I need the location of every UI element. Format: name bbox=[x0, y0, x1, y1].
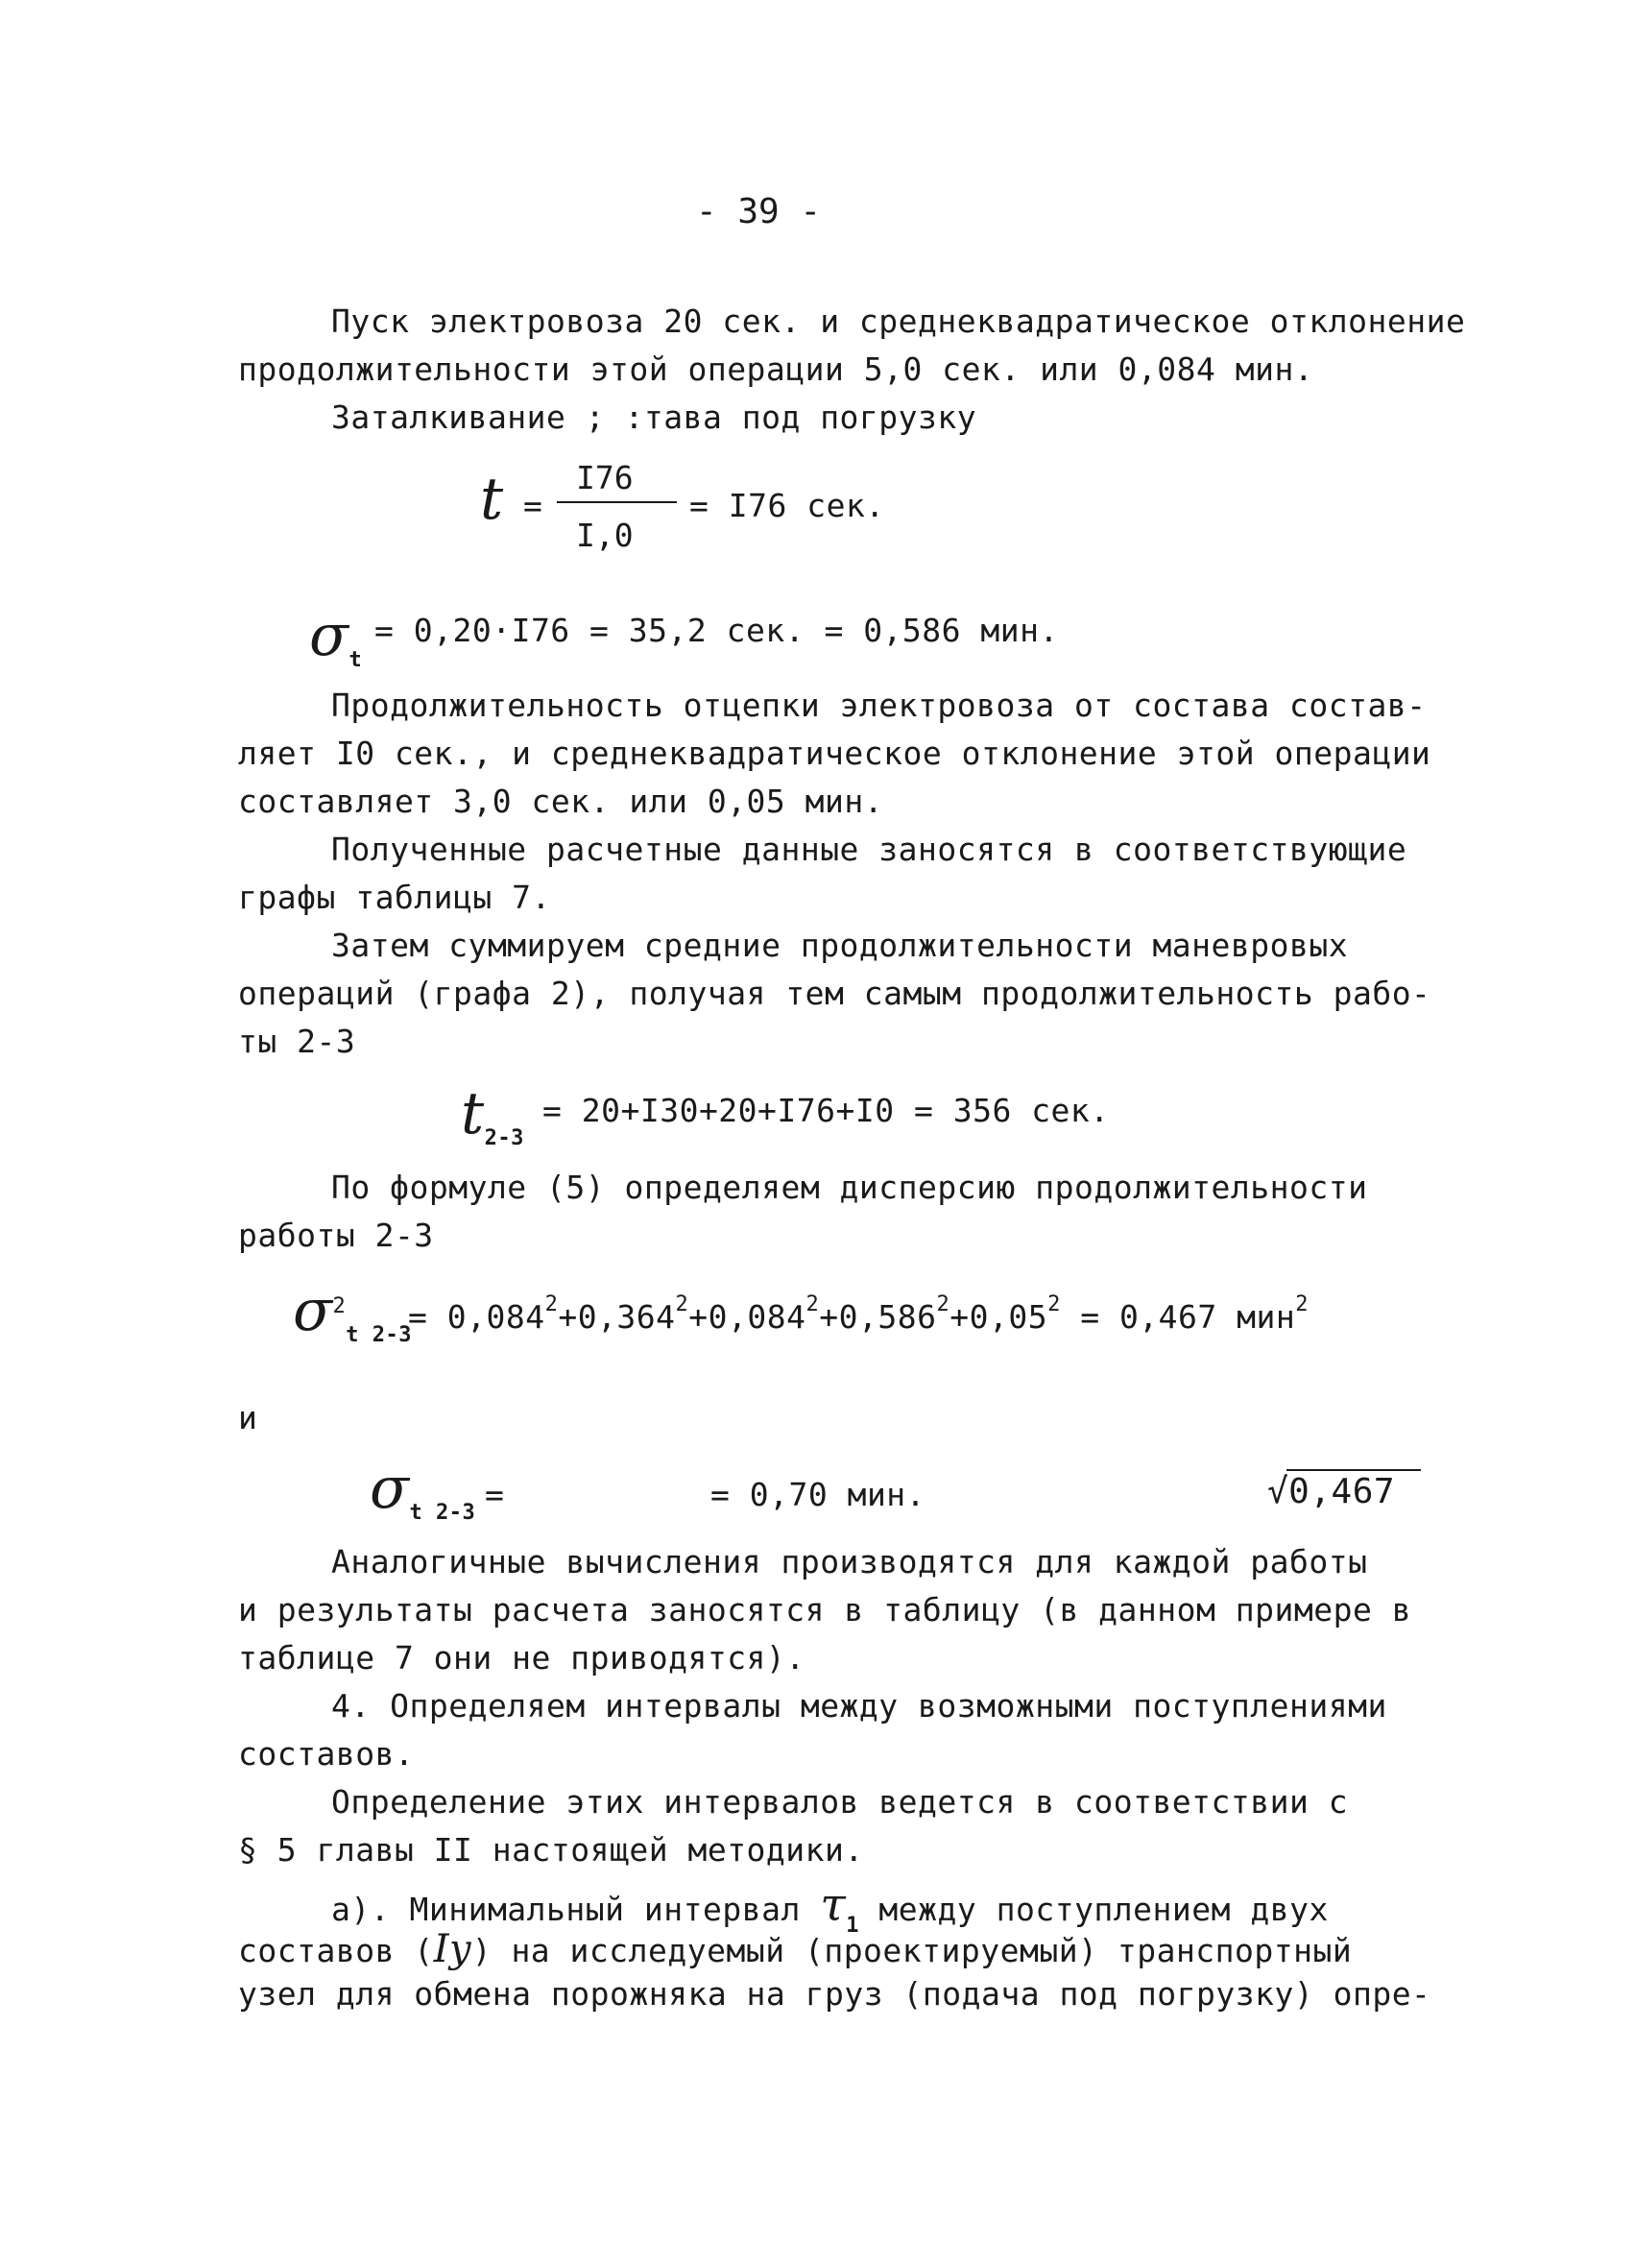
exponent: 2 bbox=[544, 1292, 559, 1316]
sigma-subscript: t bbox=[348, 648, 363, 672]
formula-dispersion-terms bbox=[408, 1292, 1309, 1336]
sigma-symbol: σ bbox=[309, 602, 349, 669]
fraction-numerator: I76 bbox=[576, 459, 634, 496]
exponent: 2 bbox=[936, 1292, 950, 1316]
formula-equals: = bbox=[523, 487, 543, 524]
formula-sigma-t bbox=[309, 602, 363, 672]
text-line-with-iy bbox=[238, 1927, 1353, 1971]
sigma-subscript: t 2-3 bbox=[346, 1323, 412, 1347]
text-segment: составов ( bbox=[238, 1932, 434, 1969]
text-line: Определение этих интервалов ведется в соответствии с bbox=[331, 1783, 1349, 1821]
text-line: работы 2-3 bbox=[238, 1217, 434, 1254]
text-line: и bbox=[238, 1399, 258, 1436]
text-line: составов. bbox=[238, 1735, 415, 1773]
text-line: ляет I0 сек., и среднеквадратическое отклонение этой операции bbox=[238, 735, 1431, 772]
text-line: таблице 7 они не приводятся). bbox=[238, 1639, 805, 1677]
text-line: 4. Определяем интервалы между возможными поступлениями bbox=[331, 1687, 1387, 1725]
text-line: составляет 3,0 сек. или 0,05 мин. bbox=[238, 783, 884, 820]
text-line: § 5 главы II настоящей методики. bbox=[238, 1831, 864, 1869]
exponent: 2 bbox=[1047, 1292, 1061, 1316]
text-line: продолжительности этой операции 5,0 сек. или 0,084 мин. bbox=[238, 350, 1314, 388]
text-line: Полученные расчетные данные заносятся в соответствующие bbox=[331, 831, 1407, 868]
formula-t23-value: = 20+I30+20+I76+I0 = 356 сек. bbox=[542, 1092, 1110, 1129]
tau-subscript: 1 bbox=[846, 1914, 860, 1938]
result: = 0,467 мин bbox=[1080, 1298, 1296, 1336]
text-line: узел для обмена порожняка на груз (подача под погрузку) опре- bbox=[238, 1975, 1431, 2013]
formula-t-symbol: t bbox=[480, 466, 504, 533]
exponent: 2 bbox=[1295, 1292, 1309, 1316]
page-number: - 39 - bbox=[696, 192, 822, 231]
formula-stddev bbox=[370, 1455, 476, 1525]
tau-symbol: τ bbox=[820, 1878, 847, 1932]
text-line: графы таблицы 7. bbox=[238, 879, 551, 916]
text-line: По формуле (5) определяем дисперсию продолжительности bbox=[331, 1169, 1368, 1206]
term: = 0,084 bbox=[408, 1298, 545, 1336]
term: +0,586 bbox=[819, 1298, 937, 1336]
text-line: и результаты расчета заносятся в таблицу (в данном примере в bbox=[238, 1591, 1412, 1629]
term: +0,05 bbox=[949, 1298, 1048, 1336]
formula-stddev-value: = 0,70 мин. bbox=[710, 1476, 926, 1513]
sqrt-overline bbox=[1286, 1469, 1421, 1471]
formula-result: = I76 сек. bbox=[689, 487, 885, 524]
formula-equals: = bbox=[485, 1476, 505, 1513]
text-line: операций (графа 2), получая тем самым продолжительность рабо- bbox=[238, 975, 1431, 1012]
text-segment: между поступлением двух bbox=[878, 1891, 1329, 1928]
text-segment: ) на исследуемый (проектируемый) транспортный bbox=[471, 1932, 1353, 1969]
text-line: Заталкивание ; :тава под погрузку bbox=[331, 398, 977, 436]
fraction-bar bbox=[557, 501, 677, 503]
text-line: Затем суммируем средние продолжительности маневровых bbox=[331, 927, 1349, 964]
term: +0,084 bbox=[688, 1298, 806, 1336]
exponent: 2 bbox=[805, 1292, 820, 1316]
text-line: ты 2-3 bbox=[238, 1023, 356, 1060]
t-subscript: 2-3 bbox=[484, 1126, 524, 1150]
sigma-symbol: σ bbox=[370, 1455, 410, 1522]
text-line: Пуск электровоза 20 сек. и среднеквадратическое отклонение bbox=[331, 302, 1466, 340]
sqrt-expression: √0,467 bbox=[1267, 1472, 1396, 1511]
text-line: Аналогичные вычисления производятся для каждой работы bbox=[331, 1543, 1368, 1580]
sigma-superscript: 2 bbox=[332, 1294, 347, 1318]
text-segment: а). Минимальный интервал bbox=[331, 1891, 801, 1928]
formula-t23 bbox=[461, 1080, 524, 1150]
formula-dispersion bbox=[293, 1277, 412, 1347]
term: +0,364 bbox=[558, 1298, 676, 1336]
text-line-with-tau bbox=[331, 1878, 1329, 1938]
sigma-symbol: σ bbox=[293, 1277, 333, 1344]
fraction-denominator: I,0 bbox=[576, 517, 634, 554]
sigma-subscript: t 2-3 bbox=[409, 1501, 476, 1525]
formula-sigma-value: = 0,20·I76 = 35,2 сек. = 0,586 мин. bbox=[374, 612, 1059, 649]
iy-symbol: Iу bbox=[433, 1927, 472, 1971]
exponent: 2 bbox=[675, 1292, 689, 1316]
text-line: Продолжительность отцепки электровоза от состава состав- bbox=[331, 687, 1427, 724]
t-symbol: t bbox=[461, 1080, 485, 1147]
